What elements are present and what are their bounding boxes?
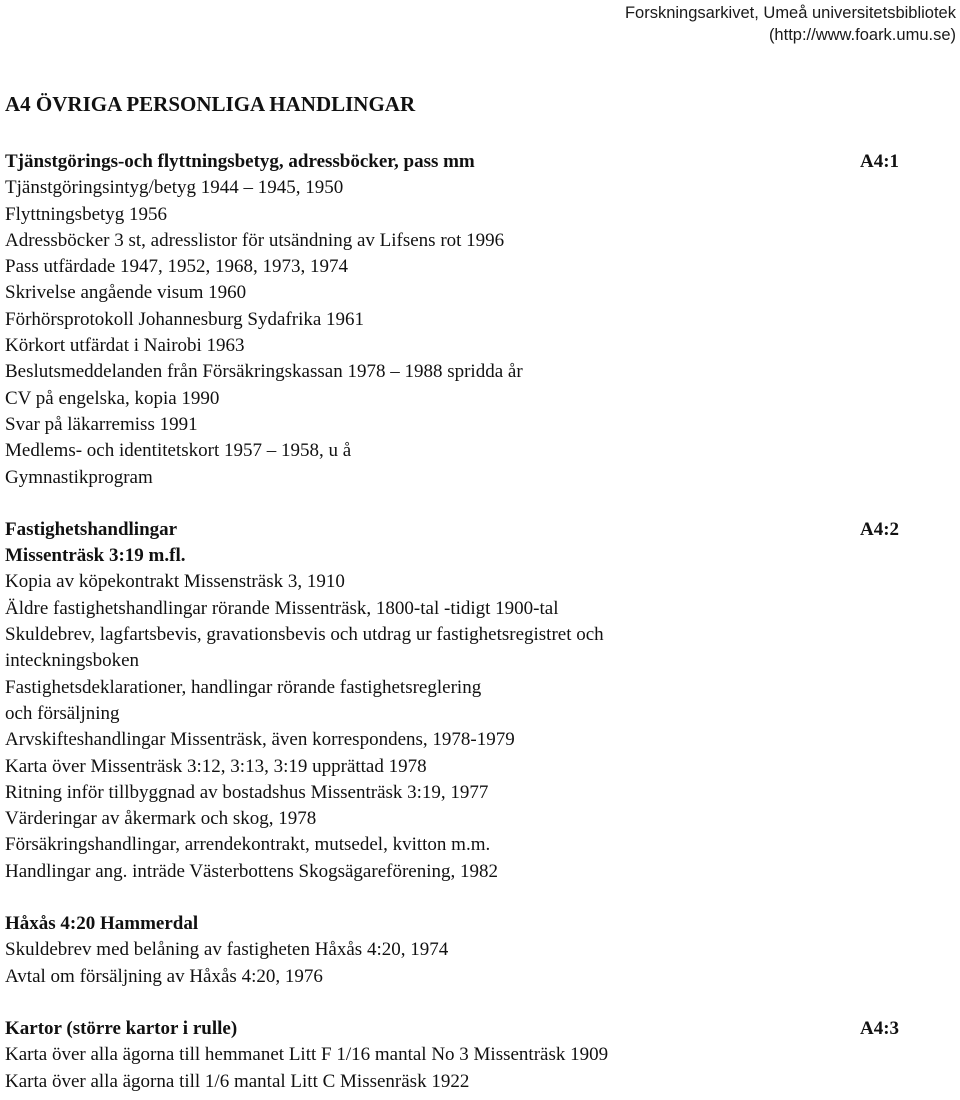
section-header-row	[5, 149, 920, 175]
list-item: Pass utfärdade 1947, 1952, 1968, 1973, 1974	[5, 256, 349, 278]
section-a4-1	[5, 149, 920, 491]
list-item: Karta över alla ägorna till hemmanet Litt F 1/16 mantal No 3 Missenträsk 1909	[5, 1044, 609, 1066]
list-item: Gymnastikprogram	[5, 466, 153, 488]
section-haxas	[5, 911, 920, 990]
list-item: Arvskifteshandlingar Missenträsk, även korrespondens, 1978-1979	[5, 729, 515, 751]
section-code: A4:3	[860, 1017, 900, 1039]
section-heading: Fastighetshandlingar	[5, 518, 178, 540]
list-item: Äldre fastighetshandlingar rörande Missenträsk, 1800-tal -tidigt 1900-tal	[5, 597, 559, 619]
list-item: och försäljning	[5, 702, 120, 724]
list-item: Svar på läkarremiss 1991	[5, 413, 198, 435]
list-item: Skuldebrev med belåning av fastigheten Håxås 4:20, 1974	[5, 939, 449, 961]
list-item: Skrivelse angående visum 1960	[5, 282, 247, 304]
archive-url[interactable]: (http://www.foark.umu.se)	[768, 26, 956, 44]
list-item: Tjänstgöringsintyg/betyg 1944 – 1945, 1950	[5, 177, 344, 199]
section-a4-2	[5, 517, 920, 885]
list-item: Medlems- och identitetskort 1957 – 1958, u å	[5, 440, 352, 462]
archive-header	[625, 2, 956, 46]
document-body	[5, 91, 920, 1095]
list-item: Adressböcker 3 st, adresslistor för utsändning av Lifsens rot 1996	[5, 229, 505, 251]
section-header-row	[5, 911, 920, 937]
section-code: A4:1	[860, 151, 900, 172]
section-header-row	[5, 1016, 920, 1042]
list-item: Ritning inför tillbyggnad av bostadshus Missenträsk 3:19, 1977	[5, 781, 489, 803]
list-item: CV på engelska, kopia 1990	[5, 387, 220, 409]
list-item: Avtal om försäljning av Håxås 4:20, 1976	[5, 965, 323, 987]
list-item: Beslutsmeddelanden från Försäkringskassan 1978 – 1988 spridda år	[5, 361, 523, 383]
section-heading: Kartor (större kartor i rulle)	[5, 1017, 238, 1039]
section-subheading: Missenträsk 3:19 m.fl.	[5, 545, 186, 567]
list-item: Karta över Missenträsk 3:12, 3:13, 3:19 upprättad 1978	[5, 755, 427, 777]
list-item: Fastighetsdeklarationer, handlingar rörande fastighetsreglering	[5, 676, 482, 698]
section-code: A4:2	[860, 518, 900, 540]
section-heading: Håxås 4:20 Hammerdal	[5, 913, 199, 935]
list-item: Körkort utfärdat i Nairobi 1963	[5, 335, 245, 357]
section-a4-3	[5, 1016, 920, 1095]
list-item: Förhörsprotokoll Johannesburg Sydafrika 1961	[5, 308, 365, 330]
section-heading: Tjänstgörings-och flyttningsbetyg, adressböcker, pass mm	[5, 151, 475, 172]
list-item: Skuldebrev, lagfartsbevis, gravationsbevis och utdrag ur fastighetsregistret och	[5, 624, 604, 646]
list-item: Värderingar av åkermark och skog, 1978	[5, 808, 317, 830]
list-item: Försäkringshandlingar, arrendekontrakt, mutsedel, kvitton m.m.	[5, 834, 491, 856]
list-item: Flyttningsbetyg 1956	[5, 203, 168, 225]
section-header-row	[5, 517, 920, 543]
list-item: Karta över alla ägorna till 1/6 mantal Litt C Missenräsk 1922	[5, 1070, 470, 1092]
list-item: inteckningsboken	[5, 650, 140, 672]
archive-name: Forskningsarkivet, Umeå universitetsbibliotek	[624, 4, 956, 22]
document-title: A4 ÖVRIGA PERSONLIGA HANDLINGAR	[5, 92, 416, 116]
list-item: Handlingar ang. inträde Västerbottens Skogsägareförening, 1982	[5, 860, 498, 882]
list-item: Kopia av köpekontrakt Missensträsk 3, 1910	[5, 571, 345, 593]
